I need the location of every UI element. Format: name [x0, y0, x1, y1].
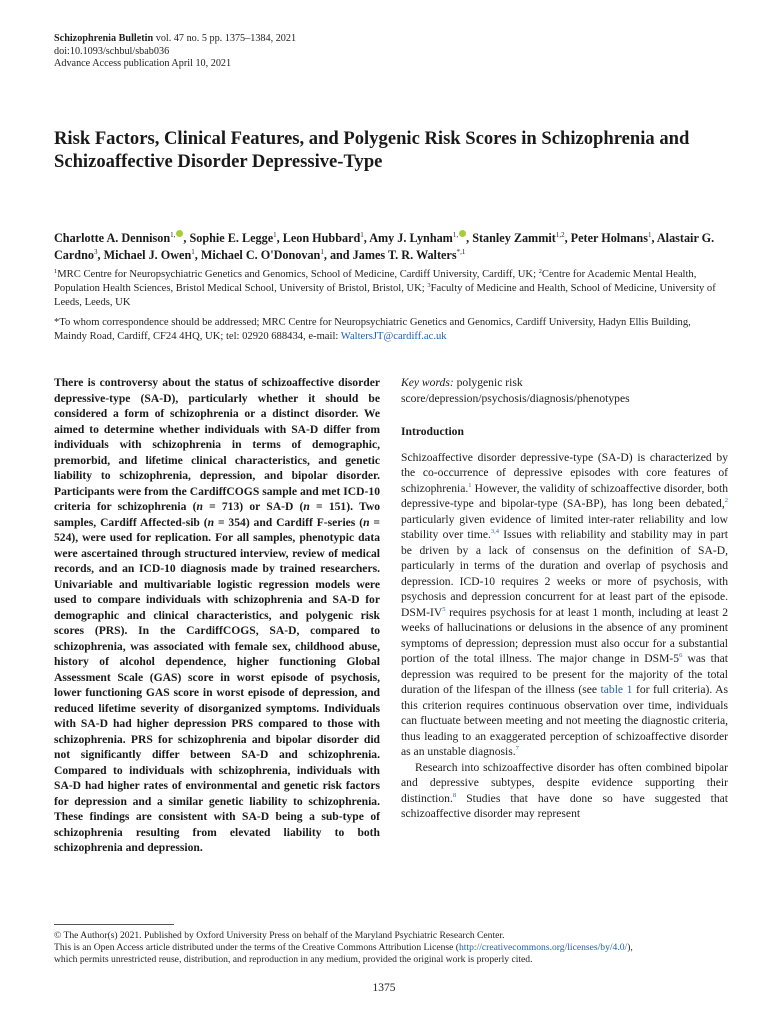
citation-reference[interactable]: 2	[724, 497, 728, 504]
author-affiliation-marker: 1	[191, 248, 195, 256]
abstract-text: = 713) or SA-D (	[202, 500, 304, 513]
abstract-n: n	[303, 500, 310, 513]
license-text: This is an Open Access article distributed under the terms of the Creative Commons Attribution License (	[54, 942, 459, 953]
author-affiliation-marker: 1	[360, 231, 364, 239]
citation-line	[54, 33, 654, 46]
abstract-text: = 354) and Cardiff F-series (	[214, 515, 364, 529]
author-affiliation-marker: 1,	[170, 231, 176, 239]
correspondence	[54, 316, 718, 344]
paragraph-text: requires psychosis for at least 1 month, including at least 2 weeks of hallucinations or delusions in the absence of any prominent symptoms of depression; depression must also occur for a substantial portion of the total illness. The major change in DSM-5	[401, 605, 728, 665]
keywords-label: Key words:	[401, 376, 454, 389]
copyright-line: © The Author(s) 2021. Published by Oxford University Press on behalf of the Maryland Psychiatric Research Center.	[54, 930, 505, 941]
abstract	[54, 375, 380, 856]
author-separator: ,	[466, 231, 473, 245]
keywords	[401, 375, 728, 406]
author-list	[54, 230, 718, 264]
author-separator: ,	[363, 231, 370, 245]
license-footer	[54, 930, 728, 966]
affiliation-marker: 3	[427, 282, 431, 289]
author-separator: ,	[564, 231, 571, 245]
paragraph-text: particularly given evidence of limited inter-rater reliability and low stability over time.	[401, 512, 728, 541]
author-name: Alastair G. Cardno	[54, 231, 715, 262]
intro-paragraph-1	[401, 450, 728, 760]
author-name: Charlotte A. Dennison	[54, 231, 171, 245]
journal-header	[54, 33, 654, 71]
affiliation-3: Faculty of Medicine and Health, School of Medicine, University of Leeds, Leeds, UK	[54, 283, 716, 308]
citation-reference[interactable]: 3,4	[490, 528, 500, 535]
author-name: Michael J. Owen	[103, 248, 192, 262]
doi: doi:10.1093/schbul/sbab036	[54, 45, 170, 57]
license-link[interactable]: http://creativecommons.org/licenses/by/4.0/	[458, 942, 628, 953]
author-affiliation-marker: *,1	[456, 248, 466, 256]
paragraph-text: for full criteria). As this criterion requires continuous observation over time, individuals can fluctuate between meeting and not meeting the diagnostic criteria, thus leading to an exaggerated perception of schizoaffective disorder as an unstable diagnosis.	[401, 683, 728, 758]
citation-reference[interactable]: 6	[679, 652, 683, 659]
author-affiliation-marker: 1	[320, 248, 324, 256]
author-separator: ,	[276, 231, 283, 245]
author-name: James T. R. Walters	[352, 248, 457, 262]
section-heading-introduction: Introduction	[401, 425, 464, 438]
abstract-n: n	[207, 515, 215, 529]
keywords-text: polygenic risk score/depression/psychosis/diagnosis/phenotypes	[401, 376, 630, 405]
author-affiliation-marker: 1	[647, 231, 652, 239]
abstract-n: n	[196, 500, 203, 513]
author-name: Amy J. Lynham	[369, 231, 453, 245]
email-link[interactable]: WaltersJT@cardiff.ac.uk	[340, 331, 447, 342]
paragraph-text: Schizoaffective disorder depressive-type (SA-D) is characterized by the co-occurrence of depressive episodes with core features of schizophrenia.	[401, 450, 728, 495]
author-separator: ,	[183, 231, 190, 245]
paragraph-text: Research into schizoaffective disorder has often combined bipolar and depressive subtypes, despite evidence supporting their distinction.	[401, 760, 728, 805]
author-name: Michael C. O'Donovan	[200, 248, 321, 262]
author-name: Peter Holmans	[570, 231, 648, 245]
affiliations	[54, 268, 718, 310]
affiliation-marker: 2	[538, 268, 542, 275]
author-affiliation-marker: 1	[273, 231, 277, 239]
abstract-n: n	[363, 515, 370, 529]
author-separator: ,	[194, 248, 201, 262]
reuse-line: which permits unrestricted reuse, distribution, and reproduction in any medium, provided the original work is properly cited.	[54, 954, 533, 965]
affiliation-marker: 1	[54, 268, 58, 275]
journal-name: Schizophrenia Bulletin	[54, 33, 154, 44]
license-line	[54, 942, 728, 954]
author-name: Stanley Zammit	[472, 231, 556, 245]
table-reference-link[interactable]: table 1	[600, 683, 633, 696]
citation-reference[interactable]: 8	[452, 791, 457, 799]
abstract-text: = 524), were used for replication. For all samples, phenotypic data were ascertained through structured interview, review of medical records, and an ICD-10 diagnosis made by trained researchers. Univariable and multivariable logistic regression models were used to compare individuals with schizophrenia and SA-D for demographic and clinical characteristics, and polygenic risk scores (PRS). In the CardiffCOGS, SA-D, compared to schizophrenia, was associated with female sex, childhood abuse, history of alcohol dependence, higher functioning Global Assessment Scale (GAS) score in worst episode of psychosis, lower functioning GAS score in worst episode of depression, and reduced lifetime severity of disorganized symptoms. Individuals with SA-D had higher depression PRS compared to those with schizophrenia. PRS for schizophrenia and bipolar disorder did not significantly differ between SA-D and schizophrenia. Compared to individuals with schizophrenia, individuals with SA-D had higher rates of environmental and genetic risk factors for depression and a similar genetic liability to schizophrenia. These findings are consistent with SA-D being a sub-type of schizophrenia resulting from elevated liability to both schizophrenia and depression.	[54, 515, 380, 854]
correspondence-text: *To whom correspondence should be addressed; MRC Centre for Neuropsychiatric Genetics and Genomics, Cardiff University, Hadyn Ellis Building, Maindy Road, Cardiff, CF24 4HQ, UK; tel: 02920 688434, e-mail:	[54, 317, 691, 342]
citation-reference[interactable]: 7	[515, 745, 519, 752]
footer-divider	[54, 924, 174, 925]
author-name: Leon Hubbard	[282, 231, 361, 245]
journal-citation: vol. 47 no. 5 pp. 1375–1384, 2021	[153, 33, 297, 44]
abstract-text: There is controversy about the status of schizoaffective disorder depressive-type (SA-D), particularly whether it should be considered a form of schizophrenia or a distinct disorder. We aimed to determine whether individuals with SA-D differ from individuals with schizophrenia in terms of demographic, premorbid, and lifetime clinical characteristics, and genetic liability to schizophrenia, depression, and bipolar disorder. Participants were from the CardiffCOGS sample and met ICD-10 criteria for schizophrenia (	[54, 376, 380, 513]
paragraph-text: Issues with reliability and stability may in part be driven by a lack of consensus on the definition of SA-D, particularly in terms of the duration and overlap of psychosis and depression. ICD-10 requires 2 weeks or more of psychosis, with psychosis and depression concurrent for at least part of the episode. DSM-IV	[401, 528, 728, 619]
license-text: ),	[627, 942, 633, 953]
publication-date: Advance Access publication April 10, 2021	[54, 58, 232, 70]
article-title: Risk Factors, Clinical Features, and Polygenic Risk Scores in Schizophrenia and Schizoaffective Disorder Depressive-Type	[54, 128, 690, 172]
author-separator: ,	[97, 248, 104, 262]
page-number: 1375	[372, 982, 396, 994]
author-affiliation-marker: 1,	[452, 231, 459, 239]
abstract-text: = 151). Two samples, Cardiff Affected-sib (	[54, 500, 380, 529]
affiliation-1: MRC Centre for Neuropsychiatric Genetics and Genomics, School of Medicine, Cardiff University, Cardiff, UK;	[57, 269, 539, 280]
author-name: Sophie E. Legge	[189, 231, 274, 245]
paragraph-text: was that depression was required to be present for the majority of the total duration of the lifespan of the illness (see	[401, 652, 728, 696]
right-column	[401, 375, 728, 822]
citation-reference[interactable]: 5	[442, 605, 446, 613]
paragraph-text: Studies that have done so have suggested that schizoaffective disorder may represent	[401, 791, 728, 820]
author-separator: ,	[651, 231, 657, 245]
paragraph-text: However, the validity of schizoaffective disorder, both depressive-type and bipolar-type (SA-BP), has long been debated,	[401, 481, 728, 510]
intro-paragraph-2	[401, 760, 728, 822]
author-affiliation-marker: 1,2	[555, 231, 565, 239]
author-affiliation-marker: 3	[93, 248, 98, 256]
citation-reference[interactable]: 1	[468, 481, 472, 489]
author-separator: , and	[323, 248, 353, 262]
affiliation-2: Centre for Academic Mental Health, Population Health Sciences, Bristol Medical School, University of Bristol, Bristol, UK;	[54, 269, 697, 294]
